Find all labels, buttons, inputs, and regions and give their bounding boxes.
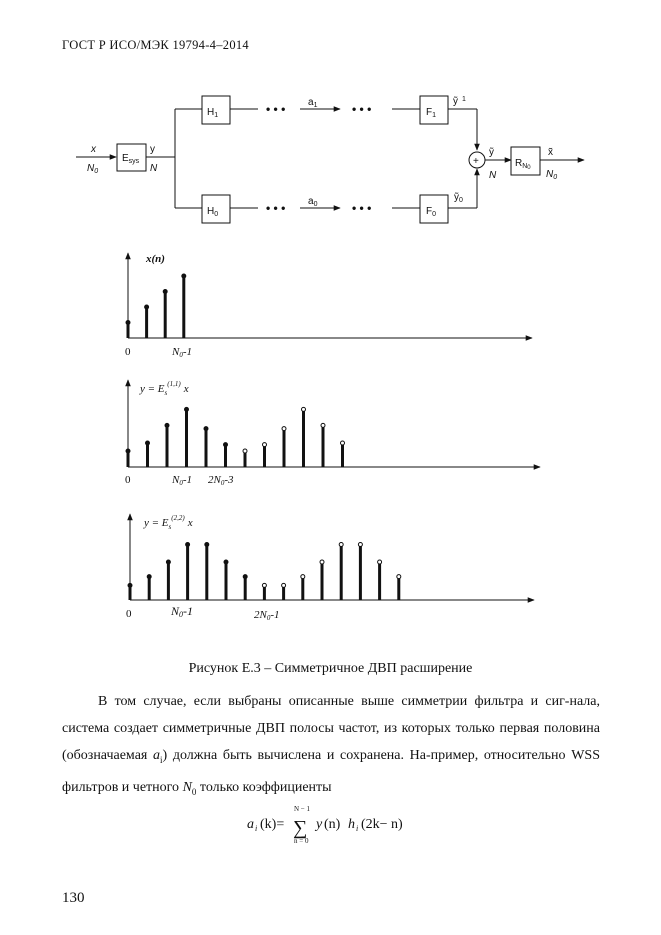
block-diagram (76, 96, 584, 223)
esys-label: $E_{sys}$ (122, 153, 140, 165)
stem-marker-1-6 (243, 449, 247, 453)
stem-marker-1-5 (224, 443, 228, 447)
page-number: 130 (62, 890, 85, 906)
plot2-stems (126, 407, 345, 467)
formula-y: y (316, 817, 323, 832)
stem-marker-1-2 (165, 423, 169, 427)
y1-tilde-label: ỹ $^1$ (453, 96, 466, 107)
stem-marker-2-10 (320, 560, 324, 564)
formula-lhs: (k)= (260, 817, 285, 832)
plot3-tick-0: 0 (126, 608, 132, 620)
plot2-tick-n0-1: N0-1 (172, 474, 193, 487)
xtilde-label: x̃ (548, 147, 553, 158)
plot1-tick-0: 0 (125, 346, 131, 358)
ytilde-label: ỹ (489, 147, 494, 158)
stem-marker-2-13 (378, 560, 382, 564)
dots-top-right: • • • (352, 102, 372, 116)
formula-sum-bottom: n = 0 (294, 837, 309, 845)
stem-marker-1-11 (341, 441, 345, 445)
stem-marker-1-7 (263, 443, 267, 447)
stem-marker-1-0 (126, 449, 130, 453)
stem-marker-0-1 (145, 305, 149, 309)
formula-h: h (348, 817, 355, 832)
stem-marker-1-3 (185, 407, 189, 411)
stem-marker-2-9 (301, 575, 305, 579)
formula-a: a (247, 817, 254, 832)
document-header: ГОСТ Р ИСО/МЭК 19794-4–2014 (62, 38, 249, 52)
plot2-tick-0: 0 (125, 474, 131, 486)
plot3-tick-2n0-1: 2N0-1 (254, 609, 280, 622)
stem-marker-2-3 (186, 543, 190, 547)
stem-marker-0-2 (163, 290, 167, 294)
formula-sum-top: N − 1 (294, 805, 311, 813)
stem-marker-2-7 (262, 583, 266, 587)
plot2-tick-2n0-3: 2N0-3 (208, 474, 234, 487)
plot3-label: $y = E_s^{(2,2)}$ x (144, 514, 193, 531)
formula-arg: (2k− n) (361, 817, 403, 832)
f0-label: $F_0$ (426, 206, 437, 218)
stem-marker-1-1 (146, 441, 150, 445)
y0-tilde-label: ỹ$_0$ (454, 192, 463, 204)
a0-label: $a_0$ (308, 196, 318, 208)
formula-sigma: ∑ (293, 817, 308, 839)
stem-marker-2-4 (205, 543, 209, 547)
plot1-tick-n0-1: N0-1 (172, 346, 193, 359)
stem-marker-1-10 (321, 423, 325, 427)
plot1-label: x(n) (146, 253, 165, 265)
n-label: N (150, 163, 158, 174)
stem-marker-2-11 (339, 543, 343, 547)
plot2-label: $y = E_s^{(1,1)}$ x (140, 380, 189, 397)
rn0-label: $R_N0$ (515, 158, 531, 171)
f1-label: $F_1$ (426, 107, 437, 119)
h0-label: $H_0$ (207, 206, 219, 218)
figure-caption: Рисунок Е.3 – Симметричное ДВП расширение (188, 661, 473, 676)
stem-marker-2-0 (128, 583, 132, 587)
plot1-stems (126, 274, 186, 338)
stem-marker-1-8 (282, 427, 286, 431)
h1-label: $H_1$ (207, 107, 219, 119)
body-paragraph: В том случае, если выбраны описанные выше симметрии фильтра и сиг-нала, система создает симметричные ДВП полосы частот, из которых только первая половина (обозначаемая $a_i$) должна быть вычислена и сохранена. На-пример, относительно WSS фильтров и четного $N_0$ только коэффициенты (62, 694, 600, 797)
f1-block (420, 96, 448, 124)
stem-marker-2-1 (147, 575, 151, 579)
plot-2 (125, 380, 540, 487)
plot-1 (125, 253, 532, 359)
stem-marker-2-14 (397, 575, 401, 579)
stem-marker-1-9 (302, 407, 306, 411)
out-n0-label: $N_0$ (546, 169, 558, 181)
f0-block (420, 195, 448, 223)
sum-plus: + (473, 156, 479, 167)
stem-marker-2-6 (243, 575, 247, 579)
plot3-tick-n0-1: N0-1 (171, 604, 194, 619)
dots-bottom-left: • • • (266, 201, 286, 215)
sum-n-label: N (489, 170, 497, 181)
stem-marker-0-0 (126, 321, 130, 325)
dots-bottom-right: • • • (352, 201, 372, 215)
a1-label: $a_1$ (308, 97, 318, 109)
input-x-label: x (91, 144, 96, 155)
y-label: y (150, 144, 155, 155)
stem-marker-2-5 (224, 560, 228, 564)
plot3-stems (128, 543, 401, 600)
stem-marker-1-4 (204, 427, 208, 431)
stem-marker-0-3 (182, 274, 186, 278)
stem-marker-2-12 (358, 543, 362, 547)
stem-marker-2-8 (282, 583, 286, 587)
input-n0-label: $N_0$ (87, 163, 99, 175)
formula-yn: (n) (324, 817, 341, 832)
dots-top-left: • • • (266, 102, 286, 116)
plot-3 (126, 514, 534, 622)
formula-a-sub: i (255, 824, 258, 833)
stem-marker-2-2 (166, 560, 170, 564)
formula-h-sub: i (356, 824, 359, 833)
